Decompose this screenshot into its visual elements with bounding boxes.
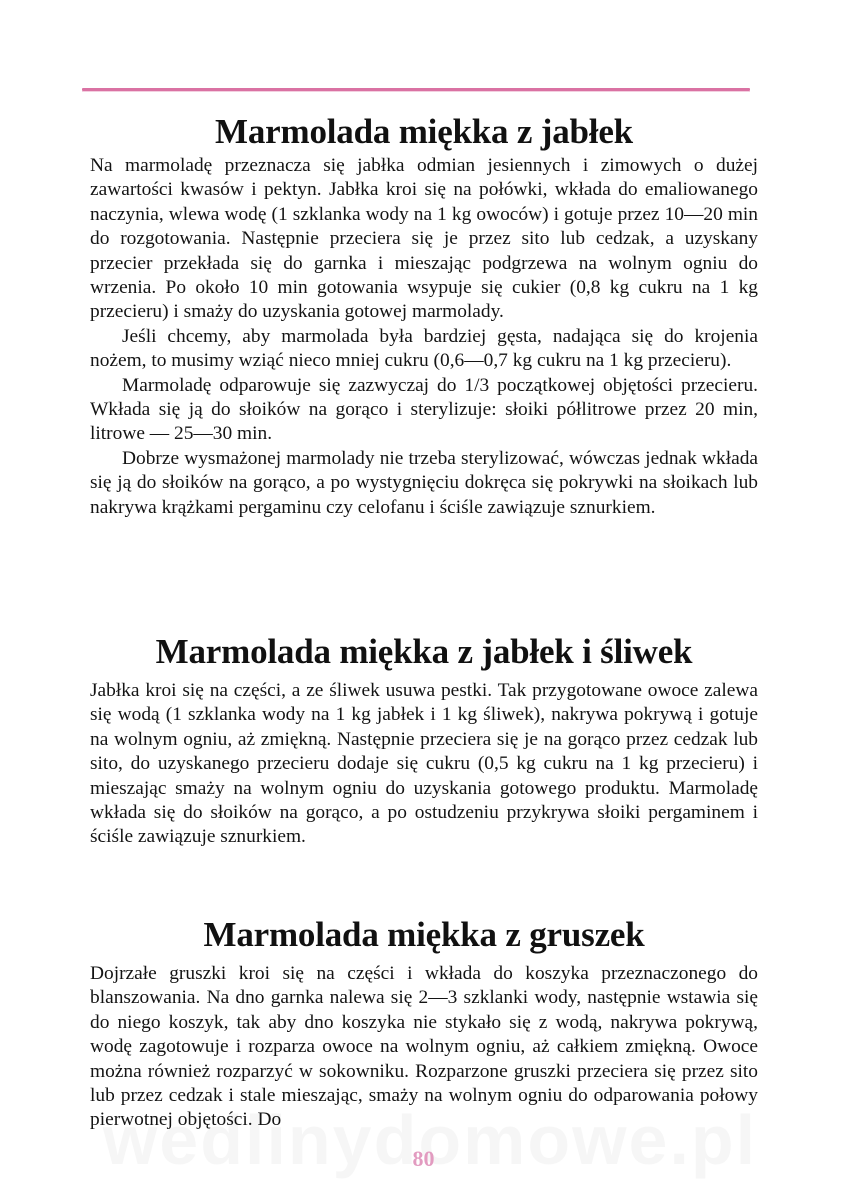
recipe-apple-marmalade xyxy=(90,112,758,520)
recipe-paragraph: Na marmoladę przeznacza się jabłka odmian jesiennych i zimowych o dużej zawartości kwasów i pektyn. Jabłka kroi się na połówki, wkłada do emaliowanego naczynia, wlewa wodę (1 szklanka wody na 1 kg owoców) i gotuje przez 10—20 min do rozgotowania. Następnie przeciera się je przez sito lub cedzak, a uzyskany przecier przekłada się do garnka i mieszając podgrzewa na wolnym ogniu do wrzenia. Po około 10 min gotowania wsypuje się cukier (0,8 kg cukru na 1 kg przecieru) i smaży do uzyskania gotowej marmolady. xyxy=(90,155,758,323)
recipe-pear-marmalade xyxy=(90,915,758,1133)
recipe-body xyxy=(90,962,758,1133)
recipe-paragraph: Dojrzałe gruszki kroi się na części i wkłada do koszyka przeznaczonego do blanszowania. Na dno garnka nalewa się 2—3 szklanki wody, następnie wstawia się do niego koszyk, tak aby dno koszyka nie stykało się z wodą, nakrywa pokrywą, wodę zagotowuje i rozparza owoce na wolnym ogniu, aż całkiem zmiękną. Owoce można również rozparzyć w sokowniku. Rozparzone gruszki przeciera się przez sito lub przez cedzak i stale mieszając, smaży na wolnym ogniu do odparowania połowy pierwotnej objętości. Do xyxy=(90,963,758,1131)
recipe-paragraph: Jeśli chcemy, aby marmolada była bardziej gęsta, nadająca się do krojenia nożem, to musimy wziąć nieco mniej cukru (0,6—0,7 kg cukru na 1 kg przecieru). xyxy=(90,325,758,372)
recipe-body xyxy=(90,154,758,520)
recipe-paragraph: Jabłka kroi się na części, a ze śliwek usuwa pestki. Tak przygotowane owoce zalewa się wodą (1 szklanka wody na 1 kg jabłek i 1 kg śliwek), nakrywa pokrywą i gotuje na wolnym ogniu, aż zmiękną. Następnie przeciera się je na gorąco przez cedzak lub sito, do uzyskanego przecieru dodaje się cukru (0,5 kg cukru na 1 kg przecieru) i mieszając smaży na wolnym ogniu do uzyskania gotowego produktu. Marmoladę wkłada się do słoików na gorąco, a po ostudzeniu przykrywa słoiki pergaminem i ściśle zawiązuje sznurkiem. xyxy=(90,680,758,848)
recipe-apple-plum-marmalade xyxy=(90,632,758,850)
page-number: 80 xyxy=(412,1146,435,1171)
recipe-paragraph: Marmoladę odparowuje się zazwyczaj do 1/3 początkowej objętości przecieru. Wkłada się ją do słoików na gorąco i sterylizuje: słoiki półlitrowe przez 20 min, litrowe — 25—30 min. xyxy=(90,374,758,445)
recipe-title: Marmolada miękka z gruszek xyxy=(203,915,645,954)
recipe-title: Marmolada miękka z jabłek i śliwek xyxy=(155,632,693,671)
recipe-paragraph: Dobrze wysmażonej marmolady nie trzeba sterylizować, wówczas jednak wkłada się ją do słoików na gorąco, a po wystygnięciu dokręca się pokrywki na słoikach lub nakrywa krążkami pergaminu czy celofanu i ściśle zawiązuje sznurkiem. xyxy=(90,447,758,518)
recipe-title: Marmolada miękka z jabłek xyxy=(215,112,633,151)
recipe-body xyxy=(90,679,758,850)
decorative-top-rule xyxy=(82,88,750,91)
